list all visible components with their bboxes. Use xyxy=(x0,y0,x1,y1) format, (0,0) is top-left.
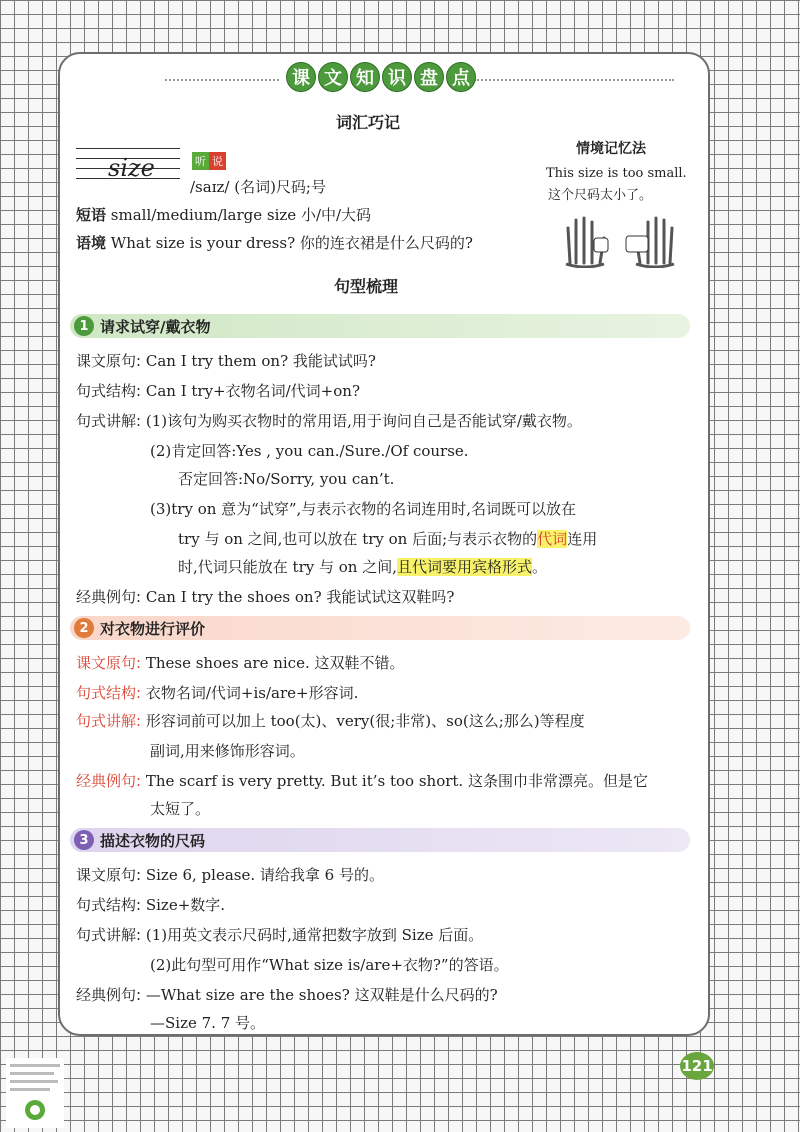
title-divider-right xyxy=(474,79,674,81)
publisher-logo xyxy=(6,1058,64,1128)
title-char: 知 xyxy=(350,62,380,92)
t1-structure-text: Can I try+衣物名词/代词+on? xyxy=(145,382,360,400)
page-title xyxy=(286,62,476,92)
topic-1-number: 1 xyxy=(74,316,94,336)
t3-example-1: —What size are the shoes? 这双鞋是什么尺码的? xyxy=(145,986,498,1004)
t1-original-text: Can I try them on? 我能试试吗? xyxy=(145,352,376,370)
hands-illustration xyxy=(560,208,680,268)
topic-3-title: 描述衣物的尺码 xyxy=(100,831,206,850)
t2-example-2: 太短了。 xyxy=(150,800,211,818)
t2-explain-label: 句式讲解: xyxy=(76,712,142,730)
t2-structure-text: 衣物名词/代词+is/are+形容词. xyxy=(145,684,359,702)
t1-structure-label: 句式结构: xyxy=(76,382,142,400)
t1-explain-3b-highlight: 代词 xyxy=(537,530,568,548)
t1-explain-3a: (3)try on 意为“试穿”,与表示衣物的名词连用时,名词既可以放在 xyxy=(150,500,577,518)
t2-example-1: The scarf is very pretty. But it’s too short. 这条围巾非常漂亮。但是它 xyxy=(145,772,648,790)
t3-structure-label: 句式结构: xyxy=(76,896,142,914)
title-char: 识 xyxy=(382,62,412,92)
t1-explain-3b-pre: try 与 on 之间,也可以放在 try on 后面;与表示衣物的 xyxy=(178,530,538,548)
t2-explain-2: 副词,用来修饰形容词。 xyxy=(150,742,305,760)
t2-original-text: These shoes are nice. 这双鞋不错。 xyxy=(145,654,405,672)
t3-structure-text: Size+数字. xyxy=(145,896,226,914)
topic-2-title: 对衣物进行评价 xyxy=(100,619,206,638)
memory-sentence-en: This size is too small. xyxy=(546,166,687,181)
page-number: 121 xyxy=(680,1052,714,1080)
title-divider-left xyxy=(165,79,279,81)
memory-sentence-zh: 这个尺码太小了。 xyxy=(548,188,653,203)
context-label: 语境 xyxy=(76,234,107,252)
t1-explain-1: (1)该句为购买衣物时的常用语,用于询问自己是否能试穿/戴衣物。 xyxy=(145,412,582,430)
phrase-text: small/medium/large size 小/中/大码 xyxy=(110,206,372,224)
title-char: 文 xyxy=(318,62,348,92)
title-char: 点 xyxy=(446,62,476,92)
vocab-section-heading: 词汇巧记 xyxy=(328,110,408,133)
speak-badge: 说 xyxy=(209,152,226,170)
topic-2-number: 2 xyxy=(74,618,94,638)
t1-explain-3c-highlight: 且代词要用宾格形式 xyxy=(396,558,532,576)
t1-explain-2b: 否定回答:No/Sorry, you can’t. xyxy=(178,470,395,488)
t1-explain-label: 句式讲解: xyxy=(76,412,142,430)
topic-3-number: 3 xyxy=(74,830,94,850)
t2-structure-label: 句式结构: xyxy=(76,684,142,702)
t3-explain-2: (2)此句型可用作“What size is/are+衣物?”的答语。 xyxy=(150,956,509,974)
listen-badge: 听 xyxy=(192,152,209,170)
topic-1-title: 请求试穿/戴衣物 xyxy=(100,317,211,336)
title-char: 课 xyxy=(286,62,316,92)
t1-example-text: Can I try the shoes on? 我能试试这双鞋吗? xyxy=(145,588,455,606)
t2-example-label: 经典例句: xyxy=(76,772,142,790)
vocab-word: size xyxy=(108,154,155,182)
t3-original-label: 课文原句: xyxy=(76,866,142,884)
t1-example-label: 经典例句: xyxy=(76,588,142,606)
t1-explain-3c-post: 。 xyxy=(532,558,548,576)
t3-original-text: Size 6, please. 请给我拿 6 号的。 xyxy=(145,866,384,884)
t1-explain-2: (2)肯定回答:Yes , you can./Sure./Of course. xyxy=(150,442,469,460)
t3-explain-1: (1)用英文表示尺码时,通常把数字放到 Size 后面。 xyxy=(145,926,484,944)
t1-explain-3b-post: 连用 xyxy=(567,530,598,548)
t3-explain-label: 句式讲解: xyxy=(76,926,142,944)
memory-title: 情境记忆法 xyxy=(576,141,646,157)
topic-2-bar xyxy=(70,616,690,640)
context-text: What size is your dress? 你的连衣裙是什么尺码的? xyxy=(110,234,473,252)
title-char: 盘 xyxy=(414,62,444,92)
t2-explain-1: 形容词前可以加上 too(太)、very(很;非常)、so(这么;那么)等程度 xyxy=(145,712,585,730)
topic-3-bar xyxy=(70,828,690,852)
t1-original-label: 课文原句: xyxy=(76,352,142,370)
sentence-section-heading: 句型梳理 xyxy=(326,274,406,297)
t1-explain-3c-pre: 时,代词只能放在 try 与 on 之间, xyxy=(178,558,397,576)
t2-original-label: 课文原句: xyxy=(76,654,142,672)
t3-example-label: 经典例句: xyxy=(76,986,142,1004)
vocab-phonetic: /saɪz/ (名词)尺码;号 xyxy=(190,178,326,196)
phrase-label: 短语 xyxy=(76,206,107,224)
topic-1-bar xyxy=(70,314,690,338)
t3-example-2: —Size 7. 7 号。 xyxy=(150,1014,266,1032)
